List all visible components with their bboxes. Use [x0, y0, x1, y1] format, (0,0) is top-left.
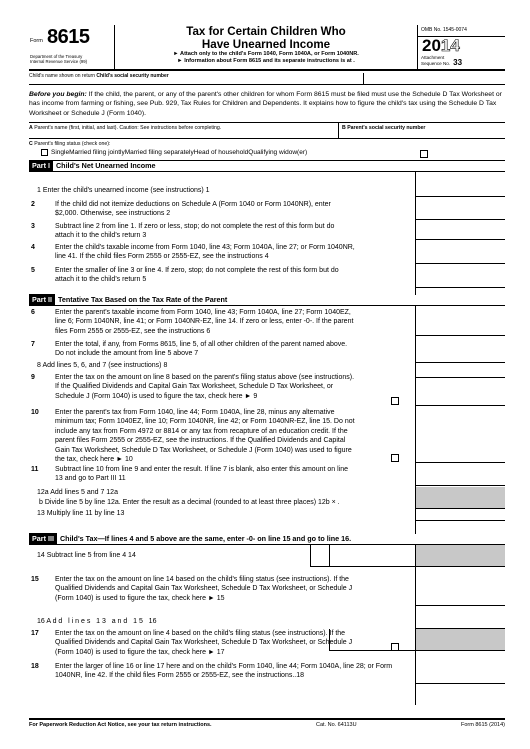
line-4-number: 4: [31, 243, 35, 251]
line-9-number: 9: [31, 373, 35, 381]
part-3-title: Child's Tax—If lines 4 and 5 above are the same, enter -0- on line 15 and go to line 16.: [59, 534, 352, 544]
form-id-block: [29, 25, 115, 71]
parent-name-field[interactable]: [29, 125, 221, 131]
paperwork-notice: For Paperwork Reduction Act Notice, see your tax return instructions.: [29, 722, 212, 728]
line-7-amount[interactable]: [415, 351, 505, 363]
line-7-text: Enter the total, if any, from Forms 8615, line 5, of all other children of the parent named above. Do not include the amount from line 5 above 7: [55, 340, 348, 358]
line-17: [29, 629, 355, 658]
sequence-label: [418, 60, 505, 66]
filing-status-checkbox[interactable]: [41, 149, 48, 156]
line-13-amount[interactable]: [415, 509, 505, 521]
line-10-checkbox[interactable]: [391, 454, 399, 462]
row-b-label: B: [342, 124, 346, 131]
parent-ssn-field[interactable]: [338, 123, 428, 139]
line-4-amount[interactable]: [415, 252, 505, 264]
line-4-text: Enter the child's taxable income from Form 1040, line 43; Form 1040A, line 27; or Form 1040NR, line 41. If the child files Form 2555 or 2555-EZ, see the instructions 4: [55, 243, 355, 261]
year-suffix: 14: [440, 36, 460, 55]
dept-line-1: Department of the Treasury: [30, 54, 83, 59]
sequence-number: 33: [453, 58, 463, 67]
sequence-text: Sequence No.: [421, 61, 451, 66]
line-17-shaded: [415, 629, 505, 651]
line-5-number: 5: [31, 266, 35, 274]
child-name-field[interactable]: [29, 73, 169, 79]
line-4: [29, 243, 355, 262]
line-8-amount[interactable]: [415, 366, 505, 378]
line-14: [29, 551, 136, 561]
child-ssn-label: Child's social security number: [96, 73, 169, 79]
part-1-title: Child's Net Unearned Income: [55, 161, 156, 171]
line-8-text: 8 Add lines 5, 6, and 7 (see instructions) 8: [37, 361, 168, 369]
line-18-text: Enter the larger of line 16 or line 17 here and on the child's Form 1040, line 44; Form 1040A, line 28; or Form 1040NR, line 42. If the child files Form 2555 or 2555-EZ, see the instructions..18: [55, 662, 393, 680]
line-3: [29, 222, 355, 241]
part-3-header: [29, 534, 505, 545]
line-14-amount[interactable]: [310, 545, 415, 567]
line-11: [29, 465, 355, 484]
line-12b-text: b Divide line 5 by line 12a. Enter the result as a decimal (rounded to at least three places) 12b × .: [39, 498, 340, 506]
line-5: [29, 266, 355, 285]
parent-name-row: [29, 123, 505, 139]
omb-number: OMB No. 1545-0074: [418, 25, 505, 37]
line-3-amount[interactable]: [415, 228, 505, 240]
child-ssn-field[interactable]: [363, 73, 366, 85]
line-3-number: 3: [31, 222, 35, 230]
line-1: [29, 186, 210, 196]
year-prefix: 20: [422, 36, 441, 55]
department: [30, 54, 87, 65]
line-3-text: Subtract line 2 from line 1. If zero or less, stop; do not complete the rest of this form but do attach it to the child's return 3: [55, 222, 335, 240]
line-15-text: Enter the tax on the amount on line 14 based on the child's filing status (see instructions). If the Qualified Dividends and Capital Gain Tax Worksheet, Schedule D Tax Worksheet, or Schedule J (Form 1040) is used to figure the tax, check here ► 15: [55, 575, 353, 602]
part-2-header: [29, 295, 505, 306]
line-14-shaded: [415, 545, 505, 567]
line-7-number: 7: [31, 340, 35, 348]
parent-name-label: Parent's name (first, initial, and last). Caution: See instructions before completing.: [34, 124, 222, 131]
part-1-tag: Part I: [29, 160, 53, 171]
line-15-amount[interactable]: [415, 594, 505, 606]
part-3-tag: Part III: [29, 533, 57, 544]
line-16-amount[interactable]: [415, 617, 505, 629]
form-title-block: [115, 25, 417, 71]
line-18: [29, 662, 410, 681]
part-2-title: Tentative Tax Based on the Tax Rate of the Parent: [57, 295, 228, 305]
dept-line-2: Internal Revenue Service (99): [30, 59, 88, 65]
line-6-text: Enter the parent's taxable income from Form 1040, line 43; Form 1040A, line 27; Form 1040EZ, line 6; Form 1040NR, line 41; or Form 1040NR-EZ, line 14. If zero or less, enter -0-. If the parent files Form 2555 or 2555-EZ, see the instructions 6: [55, 308, 354, 335]
line-11-text: Subtract line 10 from line 9 and enter the result. If line 7 is blank, also enter this amount on line 13 and go to Part III 11: [55, 465, 348, 483]
line-17-text: Enter the tax on the amount on line 4 based on the child's filing status (see instructions). If the Qualified Dividends and Capital Gain Tax Worksheet, Schedule D Tax Worksheet, or Schedule J (Form 1040) is used to figure the tax, check here ► 17: [55, 629, 353, 656]
before-you-begin: [29, 85, 505, 123]
line-10-amount[interactable]: [415, 451, 505, 463]
filing-status-row: [29, 139, 505, 161]
line-2: [29, 200, 355, 219]
line-2-number: 2: [31, 200, 35, 208]
line-5-text: Enter the smaller of line 3 or line 4. If zero, stop; do not complete the rest of this form but do attach it to the child's return 5: [55, 266, 339, 284]
part-2-lines: [29, 306, 505, 534]
child-name-label: Child's name shown on return: [29, 73, 95, 79]
part-2-tag: Part II: [29, 294, 55, 305]
filing-status-checkbox-right[interactable]: [420, 150, 428, 158]
part-3-lines: [29, 545, 505, 705]
before-you-begin-lead: Before you begin:: [29, 91, 87, 98]
line-11-amount[interactable]: [415, 474, 505, 486]
catalog-number: Cat. No. 64113U: [315, 722, 357, 728]
row-a-label: A: [29, 124, 33, 131]
line-11-number: 11: [31, 465, 39, 473]
omb-block: [417, 25, 505, 71]
line-16: [29, 617, 156, 627]
row-c-label: C: [29, 140, 33, 147]
line-2-text: If the child did not itemize deductions on Schedule A (Form 1040 or Form 1040NR), enter $2,000. Otherwise, see instructions 2: [55, 200, 331, 218]
form-label: Form: [30, 38, 43, 44]
line-9-text: Enter the tax on the amount on line 8 based on the parent's filing status above (see instructions). If the Qualified Dividends and Capital Gain Tax Worksheet, Schedule D Tax Worksheet, or Schedule J (Form 1040) is used to figure the tax, check here ► 9: [55, 373, 355, 400]
filing-status-heading: [29, 141, 110, 147]
line-12a: [29, 488, 118, 498]
line-18-number: 18: [31, 662, 39, 670]
form-page: [29, 25, 505, 705]
line-10-number: 10: [31, 408, 39, 416]
line-7: [29, 340, 355, 359]
tax-year: [418, 37, 505, 55]
line-13-text: 13 Multiply line 11 by line 13: [37, 509, 125, 517]
line-12-shaded: [415, 487, 505, 509]
line-15-number: 15: [31, 575, 39, 583]
filing-status-label: Parent's filing status (check one):: [34, 140, 111, 147]
form-number: 8615: [47, 26, 90, 48]
before-you-begin-text: If the child, the parent, or any of the parent's other children for whom Form 8615 must be filed must use the Schedule D Tax Worksheet or has income from farming or fishing, see Pub. 929, Tax Rules for Children and Dependents. It explains how to figure the child's tax using the Schedule D Tax Worksheet or Schedule J (Form 1040).: [29, 91, 502, 117]
line-16-text: 16 A d d l i n e s 1 3 a n d 1 5 16: [37, 617, 157, 625]
filing-status-options: [41, 149, 307, 156]
line-8: [29, 361, 167, 371]
line-1-text: 1 Enter the child's unearned income (see instructions) 1: [37, 186, 210, 194]
part-1-header: [29, 161, 505, 172]
info-instruction: ► Information about Form 8615 and its separate instructions is at .: [177, 58, 355, 64]
line-17-number: 17: [31, 629, 39, 637]
footer-form-id: Form 8615 (2014): [460, 722, 505, 728]
line-18-amount[interactable]: [415, 672, 505, 684]
attach-instruction: ► Attach only to the child's Form 1040, Form 1040A, or Form 1040NR.: [173, 51, 359, 57]
attachment-label: Attachment: [421, 55, 445, 60]
form-title-line-1: Tax for Certain Children Who: [186, 25, 346, 38]
line-2-amount[interactable]: [415, 208, 505, 220]
form-footer: [29, 718, 505, 728]
line-12a-text: 12a Add lines 5 and 7 12a: [37, 488, 118, 496]
line-10-text: Enter the parent's tax from Form 1040, line 44; Form 1040A, line 28, minus any alternative minimum tax; Form 1040EZ, line 10; Form 1040NR, line 42; or Form 1040NR-EZ, line 15. Do not include any tax from Form 4972 or 8814 or any tax from recapture of an education credit. If the parent files Form 2555 or 2555-EZ, see the instructions. If the Qualified Dividends and Capital Gain Tax Worksheet, Schedule D Tax Worksheet, or Schedule J (Form 1040) was used to figure the tax, check here ► 10: [55, 408, 355, 464]
line-12b: [29, 498, 340, 508]
form-header: [29, 25, 505, 71]
line-13: [29, 509, 124, 519]
parent-ssn-label: Parent's social security number: [347, 124, 426, 131]
part-1-lines: [29, 172, 505, 295]
line-6: [29, 308, 355, 337]
line-9: [29, 373, 355, 402]
line-14-text: 14 Subtract line 5 from line 4 14: [37, 551, 136, 559]
filing-status-options-text: SingleMarried filing jointlyMarried filing separatelyHead of householdQualifying widow(er): [51, 148, 308, 156]
line-6-amount[interactable]: [415, 324, 505, 336]
line-15: [29, 575, 355, 604]
line-1-amount[interactable]: [415, 185, 505, 197]
line-14-divider: [329, 545, 330, 567]
line-5-amount[interactable]: [415, 276, 505, 288]
form-title-line-2: Have Unearned Income: [201, 38, 331, 51]
line-9-amount[interactable]: [415, 394, 505, 406]
line-6-number: 6: [31, 308, 35, 316]
line-9-checkbox[interactable]: [391, 397, 399, 405]
line-10: [29, 408, 355, 465]
child-name-row: [29, 71, 505, 85]
